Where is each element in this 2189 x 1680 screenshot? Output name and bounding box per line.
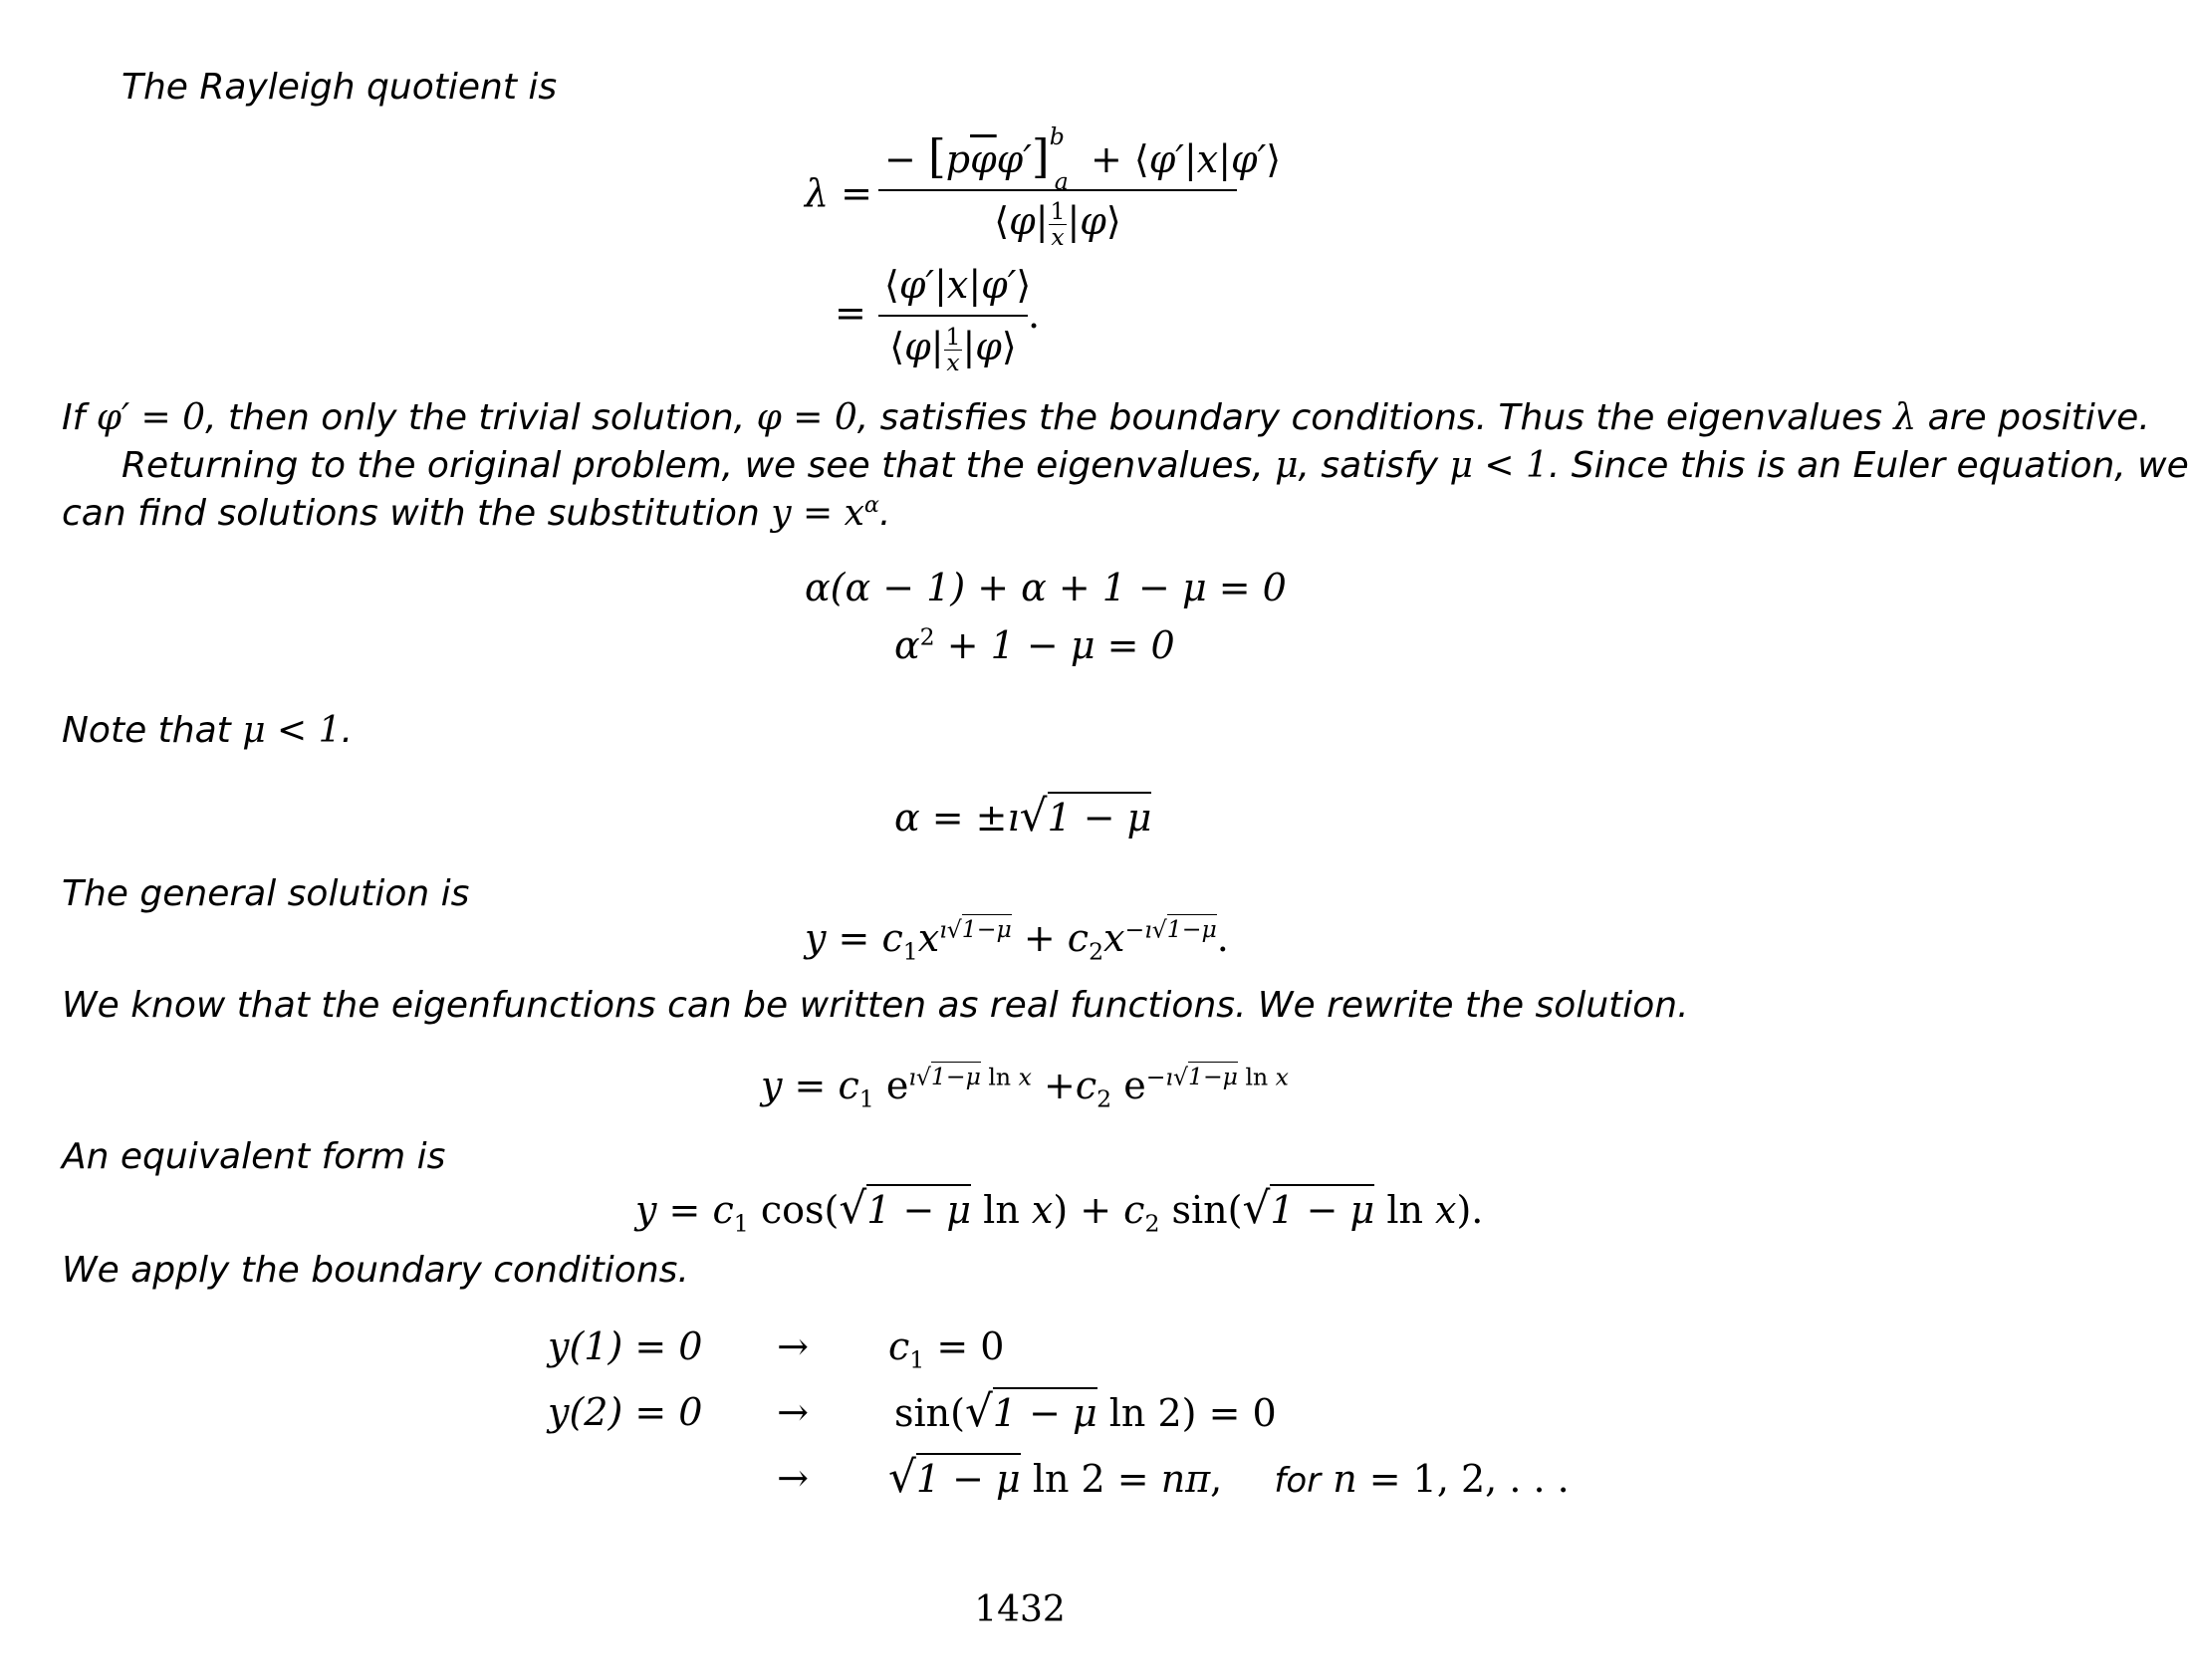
characteristic-equation-2: $\alpha^2 + 1 - \mu = 0$ [894, 622, 1175, 667]
bc2-rhs: sin(√1 − μ ln 2) = 0 [894, 1386, 1277, 1437]
alpha-solution: α = ±ı√1 − μ [894, 791, 1152, 841]
equals-sign: = [835, 291, 866, 335]
trig-form-equation: $y = c_1$ cos(√1 − μ $\ln x) + c_2$ sin(√1 − μ ln x). [635, 1183, 1484, 1238]
paragraph-equivalent-form: An equivalent form is [62, 1136, 446, 1177]
page-number: 1432 [974, 1589, 1066, 1630]
paragraph-rayleigh-intro: The Rayleigh quotient is [122, 67, 558, 108]
lambda-lhs: λ = [805, 171, 873, 215]
bc2-lhs: y(2) = 0 [548, 1390, 703, 1434]
bc1-lhs: y(1) = 0 [548, 1324, 703, 1368]
bc1-rhs: $c_1 = 0$ [888, 1324, 1005, 1374]
characteristic-equation-1: α(α − 1) + α + 1 − μ = 0 [805, 566, 1287, 609]
bc3-rhs: √1 − μ ln 2 = nπ, for n = 1, 2, . . . [888, 1452, 1570, 1503]
general-solution-equation: $y = c_1x^{ı√1-\mu} + c_2x^{-ı√1-\mu}$. [805, 915, 1229, 966]
rayleigh-fraction-2: ⟨φ′|x|φ′⟩ ⟨φ| $\frac{1}{x}$ |φ⟩ . [878, 261, 1040, 375]
rayleigh-fraction-1: − $[p\overline{\varphi}\varphi']^b_a$ + ⟨φ′|x|φ′⟩ ⟨φ| $\frac{1}{x}$ |φ⟩ [878, 133, 1237, 250]
paragraph-real-functions: We know that the eigenfunctions can be written as real functions. We rewrite the solution. [62, 985, 1689, 1026]
bc3-arrow: → [777, 1456, 809, 1500]
bc2-arrow: → [777, 1390, 809, 1434]
paragraph-note: Note that μ < 1. [62, 710, 354, 751]
paragraph-general-solution: The general solution is [62, 873, 470, 914]
paragraph-apply-bc: We apply the boundary conditions. [62, 1250, 689, 1291]
bc1-arrow: → [777, 1324, 809, 1368]
paragraph-returning-line2: can find solutions with the substitution $y = x^\alpha$. [62, 492, 891, 534]
exponential-form-equation: $y = c_1$ $e^{ı√1-\mu ln x} +c_2$ $e^{-ı√1-\mu ln x}$ [761, 1063, 1289, 1113]
paragraph-returning: Returning to the original problem, we see that the eigenvalues, μ, satisfy μ < 1. Since this is an Euler equation, we [122, 445, 2189, 486]
paragraph-trivial-solution: If φ′ = 0, then only the trivial solution, φ = 0, satisfies the boundary conditions. Thus the eigenvalues λ are positive. [62, 397, 2150, 438]
